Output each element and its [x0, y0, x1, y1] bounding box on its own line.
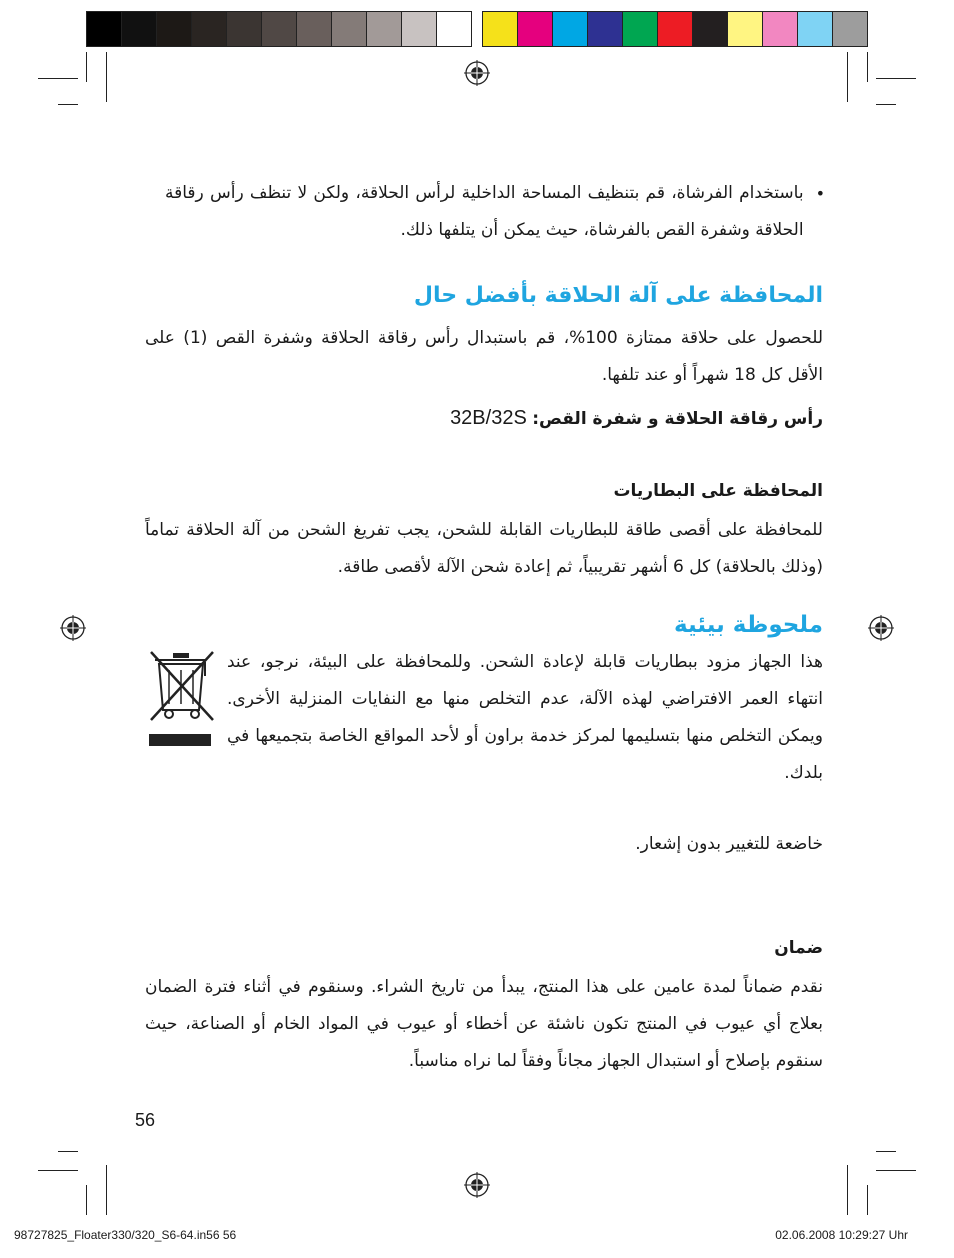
crossed-out-wheelie-bin-icon — [147, 648, 217, 750]
footer-file-info: 98727825_Floater330/320_S6-64.in56 56 — [14, 1228, 237, 1242]
registration-mark-icon — [464, 60, 490, 86]
parts-value: 32B/32S — [450, 407, 527, 429]
section-title: ضمان — [774, 938, 823, 958]
color-swatch — [588, 12, 623, 46]
color-swatch — [518, 12, 553, 46]
registration-mark-icon — [868, 615, 894, 641]
color-swatch — [798, 12, 833, 46]
crop-mark — [876, 1170, 916, 1171]
color-swatch — [658, 12, 693, 46]
color-swatch — [553, 12, 588, 46]
crop-mark — [867, 1185, 868, 1215]
page-number: 56 — [135, 1110, 156, 1130]
section-environment — [145, 612, 823, 792]
notice-text: خاضعة للتغيير بدون إشعار. — [635, 834, 823, 854]
section-warranty — [145, 933, 823, 1080]
section-battery-care — [145, 476, 823, 586]
crop-mark — [847, 1165, 848, 1215]
section-title: المحافظة على البطاريات — [613, 481, 823, 501]
color-swatch — [122, 12, 157, 46]
registration-mark-icon — [60, 615, 86, 641]
section-title: المحافظة على آلة الحلاقة بأفضل حال — [413, 283, 823, 308]
color-swatch — [367, 12, 402, 46]
color-swatch — [693, 12, 728, 46]
subject-to-change-notice — [145, 826, 823, 863]
crop-mark — [876, 104, 896, 105]
color-swatch — [262, 12, 297, 46]
crop-mark — [876, 78, 916, 79]
color-swatch — [332, 12, 367, 46]
color-swatch — [483, 12, 518, 46]
crop-mark — [867, 52, 868, 82]
crop-mark — [106, 1165, 107, 1215]
color-swatch — [728, 12, 763, 46]
color-swatch — [437, 12, 471, 46]
section-body: نقدم ضماناً لمدة عامين على هذا المنتج، يبدأ من تاريخ الشراء. وسنقوم في أثناء فترة الضمان بعلاج أي عيوب في المنتج تكون ناشئة عن أخطاء أو عيوب في المواد الخام أو الصناعة، حيث سنقوم بإصلاح أو استبدال الجهاز مجاناً وفقاً لما نراه مناسباً. — [145, 977, 823, 1071]
crop-mark — [86, 52, 87, 82]
color-swatch — [192, 12, 227, 46]
crop-mark — [58, 1151, 78, 1152]
bullet-marker: • — [815, 184, 825, 203]
color-swatch — [157, 12, 192, 46]
bullet-text: باستخدام الفرشاة، قم بتنظيف المساحة الداخلية لرأس الحلاقة، ولكن لا تنظف رأس رقاقة الحلاقة وشفرة القص بالفرشاة، حيث يمكن أن يتلفها ذلك. — [165, 183, 804, 240]
color-swatch — [833, 12, 867, 46]
crop-mark — [106, 52, 107, 102]
grayscale-color-bar — [86, 11, 472, 47]
section-body: هذا الجهاز مزود ببطاريات قابلة لإعادة الشحن. وللمحافظة على البيئة، نرجو، عند انتهاء العمر الافتراضي لهذه الآلة، عدم التخلص منها مع النفايات المنزلية الأخرى. ويمكن التخلص منها بتسليمها لمركز خدمة براون أو لأحد المواقع الخاصة بتجميعها في بلدك. — [227, 652, 823, 783]
parts-line — [145, 400, 823, 438]
color-swatch — [297, 12, 332, 46]
color-swatch — [227, 12, 262, 46]
process-color-bar — [482, 11, 868, 47]
parts-label: رأس رقاقة الحلاقة و شفرة القص: — [532, 409, 823, 429]
weee-symbol — [145, 644, 217, 792]
crop-mark — [876, 1151, 896, 1152]
section-title: ملحوظة بيئية — [674, 612, 823, 638]
section-body: للمحافظة على أقصى طاقة للبطاريات القابلة للشحن، يجب تفريغ الشحن من آلة الحلاقة تماماً (وذلك بالحلاقة) كل 6 أشهر تقريبياً، ثم إعادة شحن الآلة لأقصى طاقة. — [145, 520, 823, 577]
crop-mark — [847, 52, 848, 102]
crop-mark — [86, 1185, 87, 1215]
crop-mark — [38, 1170, 78, 1171]
crop-mark — [38, 78, 78, 79]
section-body: للحصول على حلاقة ممتازة 100%، قم باستبدال رأس رقاقة الحلاقة وشفرة القص (1) على الأقل كل 18 شهراً أو عند تلفها. — [145, 328, 824, 385]
color-swatch — [763, 12, 798, 46]
crop-mark — [58, 104, 78, 105]
bullet-item — [165, 175, 825, 249]
registration-mark-icon — [464, 1172, 490, 1198]
color-swatch — [402, 12, 437, 46]
section-shaver-care — [145, 283, 823, 438]
color-swatch — [87, 12, 122, 46]
color-swatch — [623, 12, 658, 46]
footer-timestamp: 02.06.2008 10:29:27 Uhr — [775, 1228, 908, 1242]
